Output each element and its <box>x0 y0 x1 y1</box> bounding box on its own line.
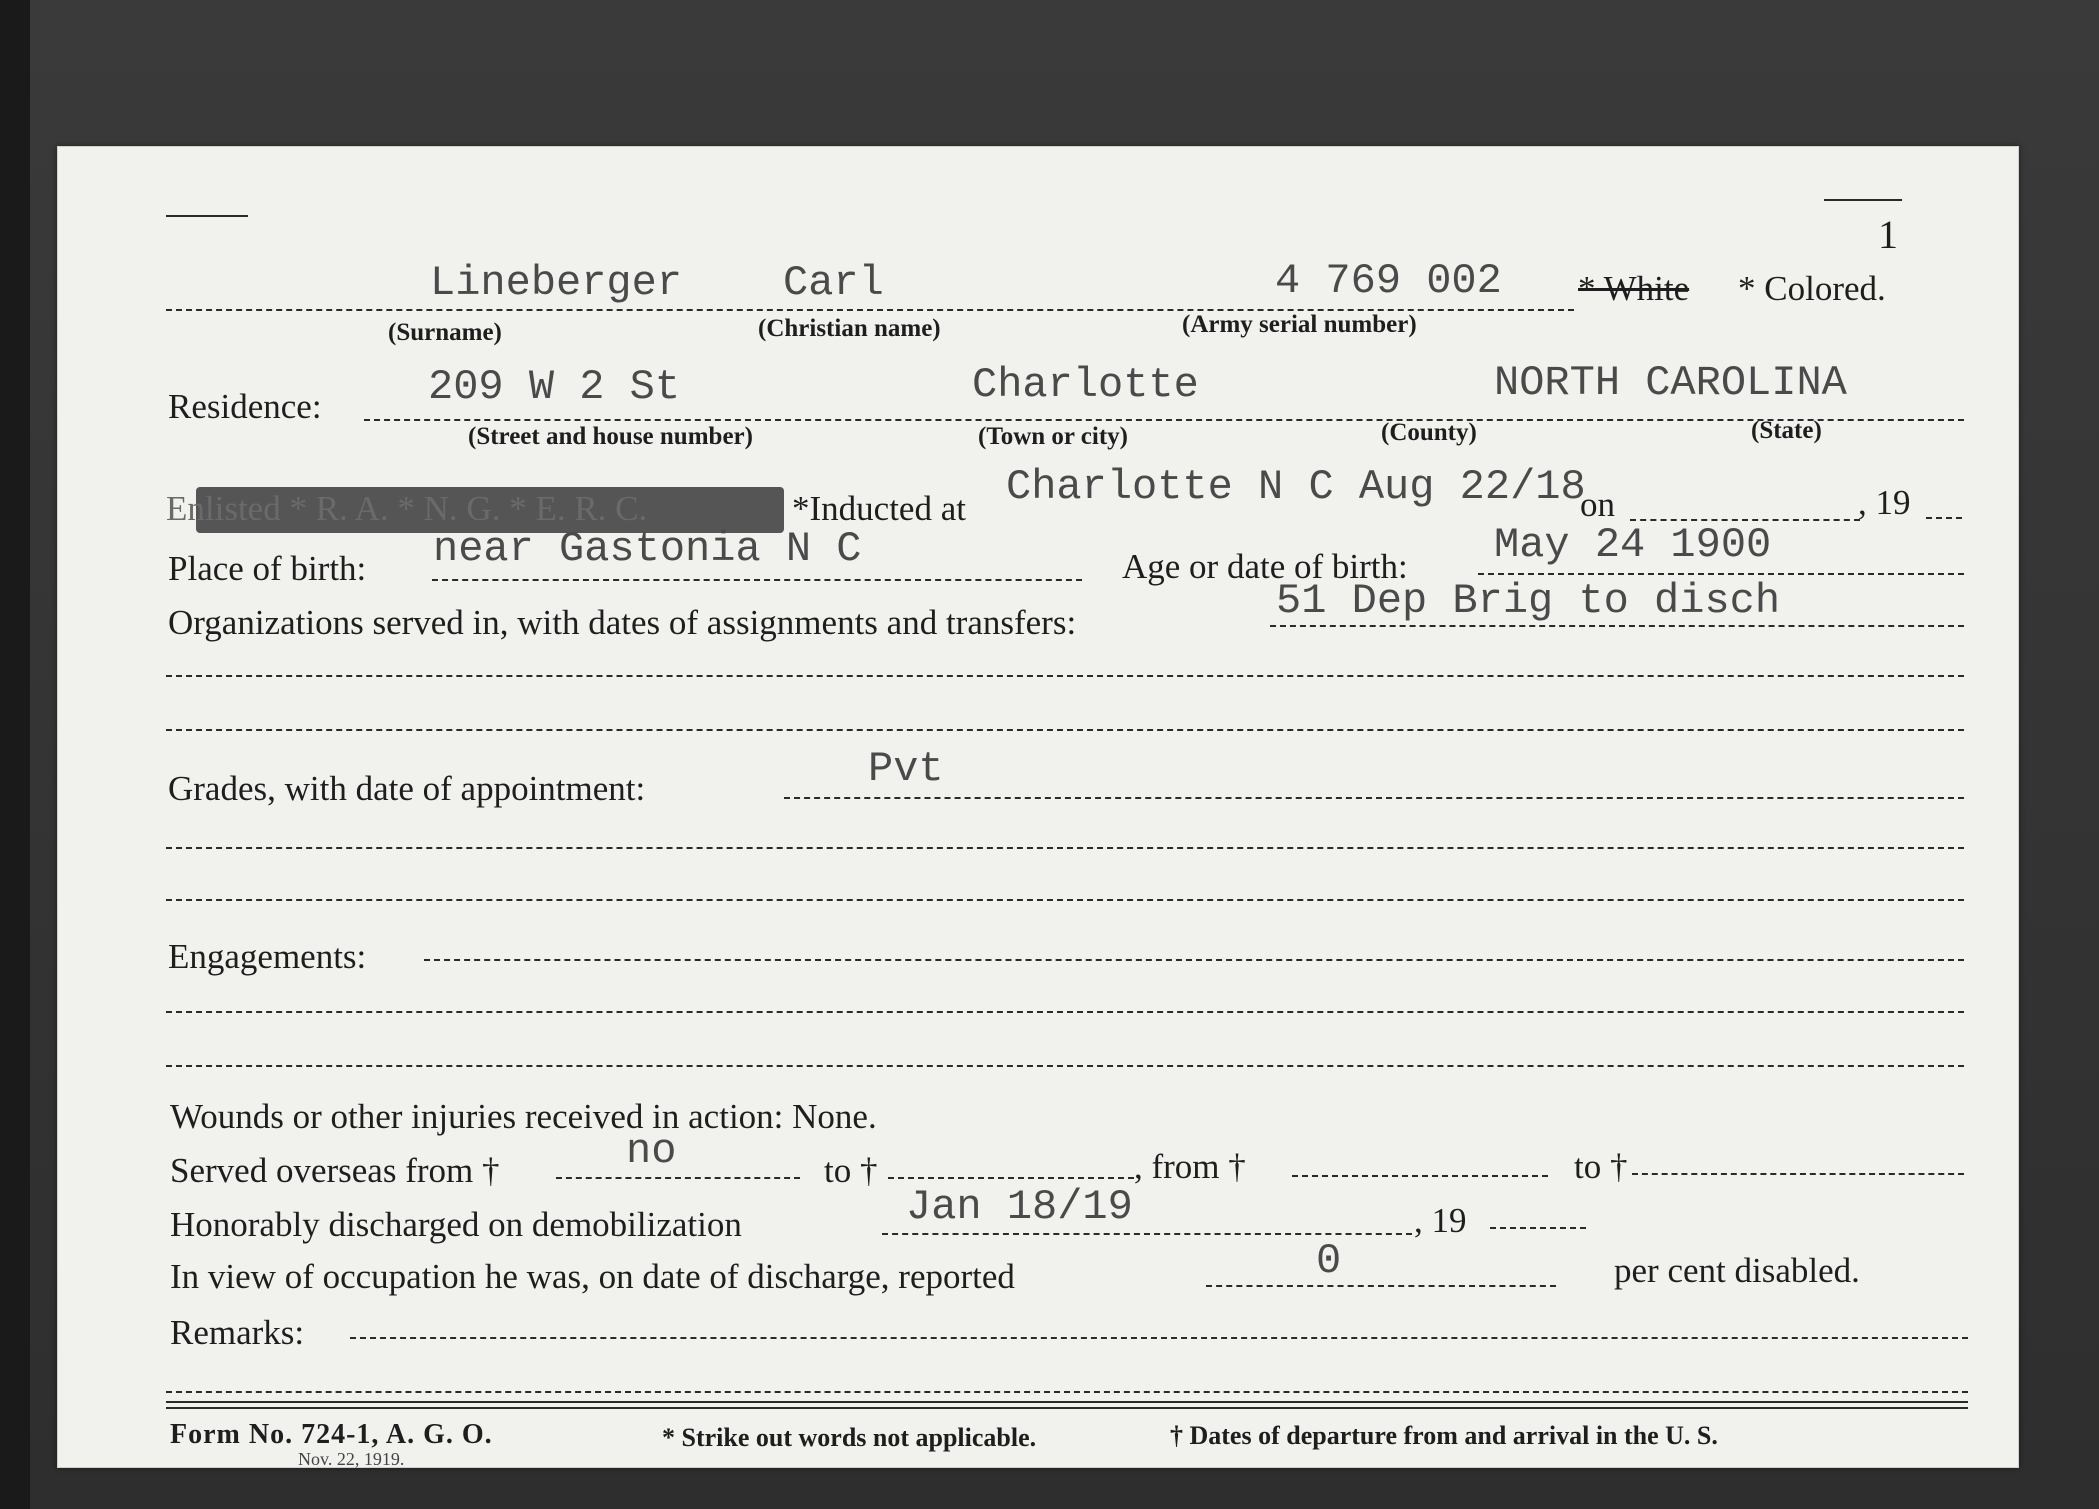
organizations-label: Organizations served in, with dates of assignments and transfers: <box>168 603 1077 642</box>
top-left-rule <box>166 215 248 217</box>
race-colored-label: * Colored. <box>1738 269 1886 308</box>
organizations-value: 51 Dep Brig to disch <box>1276 577 1781 625</box>
inducted-year-line <box>1926 517 1962 519</box>
surname-caption: (Surname) <box>388 319 502 346</box>
overseas-to2-line <box>1632 1173 1964 1175</box>
place-of-birth-label: Place of birth: <box>168 549 367 588</box>
discharge-label: Honorably discharged on demobilization <box>170 1205 742 1244</box>
overseas-label: Served overseas from † <box>170 1151 500 1190</box>
discharge-value: Jan 18/19 <box>906 1183 1133 1231</box>
county-caption: (County) <box>1381 419 1477 446</box>
residence-label: Residence: <box>168 387 322 426</box>
grades-line-2 <box>166 847 1964 849</box>
footer-rule-2 <box>166 1407 1968 1409</box>
inducted-label: *Inducted at <box>792 489 966 528</box>
race-white-label: * White <box>1578 269 1690 308</box>
grades-value: Pvt <box>868 745 944 793</box>
grades-line-3 <box>166 899 1964 901</box>
street-caption: (Street and house number) <box>468 423 753 450</box>
serial-number-value: 4 769 002 <box>1275 257 1502 305</box>
organizations-line-3 <box>166 729 1964 731</box>
form-date: Nov. 22, 1919. <box>298 1449 405 1469</box>
card-number: 1 <box>1878 212 1898 257</box>
organizations-line-1 <box>1270 625 1964 627</box>
overseas-to2-label: to † <box>1574 1147 1628 1186</box>
form-number: Form No. 724-1, A. G. O. <box>170 1419 493 1450</box>
remarks-line-1 <box>350 1337 1968 1339</box>
overseas-from2-label: , from † <box>1134 1147 1246 1186</box>
inducted-year-label: , 19 <box>1858 483 1911 522</box>
service-record-card <box>57 146 2019 1468</box>
inducted-value: Charlotte N C Aug 22/18 <box>1006 463 1586 511</box>
age-value: May 24 1900 <box>1494 521 1772 569</box>
organizations-line-2 <box>166 675 1964 677</box>
christian-name-value: Carl <box>783 259 884 307</box>
serial-number-caption: (Army serial number) <box>1182 311 1417 338</box>
residence-street-value: 209 W 2 St <box>428 363 681 411</box>
disability-suffix: per cent disabled. <box>1614 1251 1860 1290</box>
surname-value: Lineberger <box>430 259 683 307</box>
scanner-edge <box>0 0 30 1509</box>
disability-line <box>1206 1285 1556 1287</box>
overseas-from-value: no <box>626 1127 677 1175</box>
top-right-rule <box>1824 199 1902 201</box>
overseas-to-line <box>888 1177 1134 1179</box>
age-line <box>1478 573 1964 575</box>
town-caption: (Town or city) <box>978 423 1128 450</box>
footer-rule-1 <box>166 1401 1968 1403</box>
place-of-birth-line <box>432 579 1082 581</box>
state-caption: (State) <box>1751 417 1822 444</box>
overseas-from2-line <box>1292 1175 1548 1177</box>
residence-town-value: Charlotte <box>972 361 1199 409</box>
overseas-to-label: to † <box>824 1151 878 1190</box>
age-label: Age or date of birth: <box>1122 547 1408 586</box>
inducted-on-label: on <box>1580 485 1615 524</box>
overseas-from-line <box>556 1177 800 1179</box>
remarks-line-2 <box>166 1391 1968 1393</box>
enlisted-obscured-text: Enlisted * R. A. * N. G. * E. R. C. <box>166 489 648 528</box>
residence-line <box>364 419 1964 421</box>
engagements-line-2 <box>166 1011 1964 1013</box>
residence-state-value: NORTH CAROLINA <box>1494 359 1847 407</box>
wounds-label: Wounds or other injuries received in action: None. <box>170 1097 877 1136</box>
engagements-line-1 <box>424 959 1964 961</box>
discharge-year-line <box>1490 1227 1586 1229</box>
remarks-label: Remarks: <box>170 1313 305 1352</box>
grades-label: Grades, with date of appointment: <box>168 769 646 808</box>
disability-value: 0 <box>1316 1237 1342 1285</box>
discharge-year-label: , 19 <box>1414 1201 1467 1240</box>
discharge-line <box>882 1233 1412 1235</box>
christian-name-caption: (Christian name) <box>758 315 941 342</box>
place-of-birth-value: near Gastonia N C <box>433 525 862 573</box>
engagements-line-3 <box>166 1065 1964 1067</box>
engagements-label: Engagements: <box>168 937 367 976</box>
footer-strike-note: * Strike out words not applicable. <box>662 1423 1037 1452</box>
disability-label: In view of occupation he was, on date of discharge, reported <box>170 1257 1015 1296</box>
grades-line-1 <box>784 797 1964 799</box>
footer-dates-note: † Dates of departure from and arrival in the U. S. <box>1170 1421 1718 1450</box>
